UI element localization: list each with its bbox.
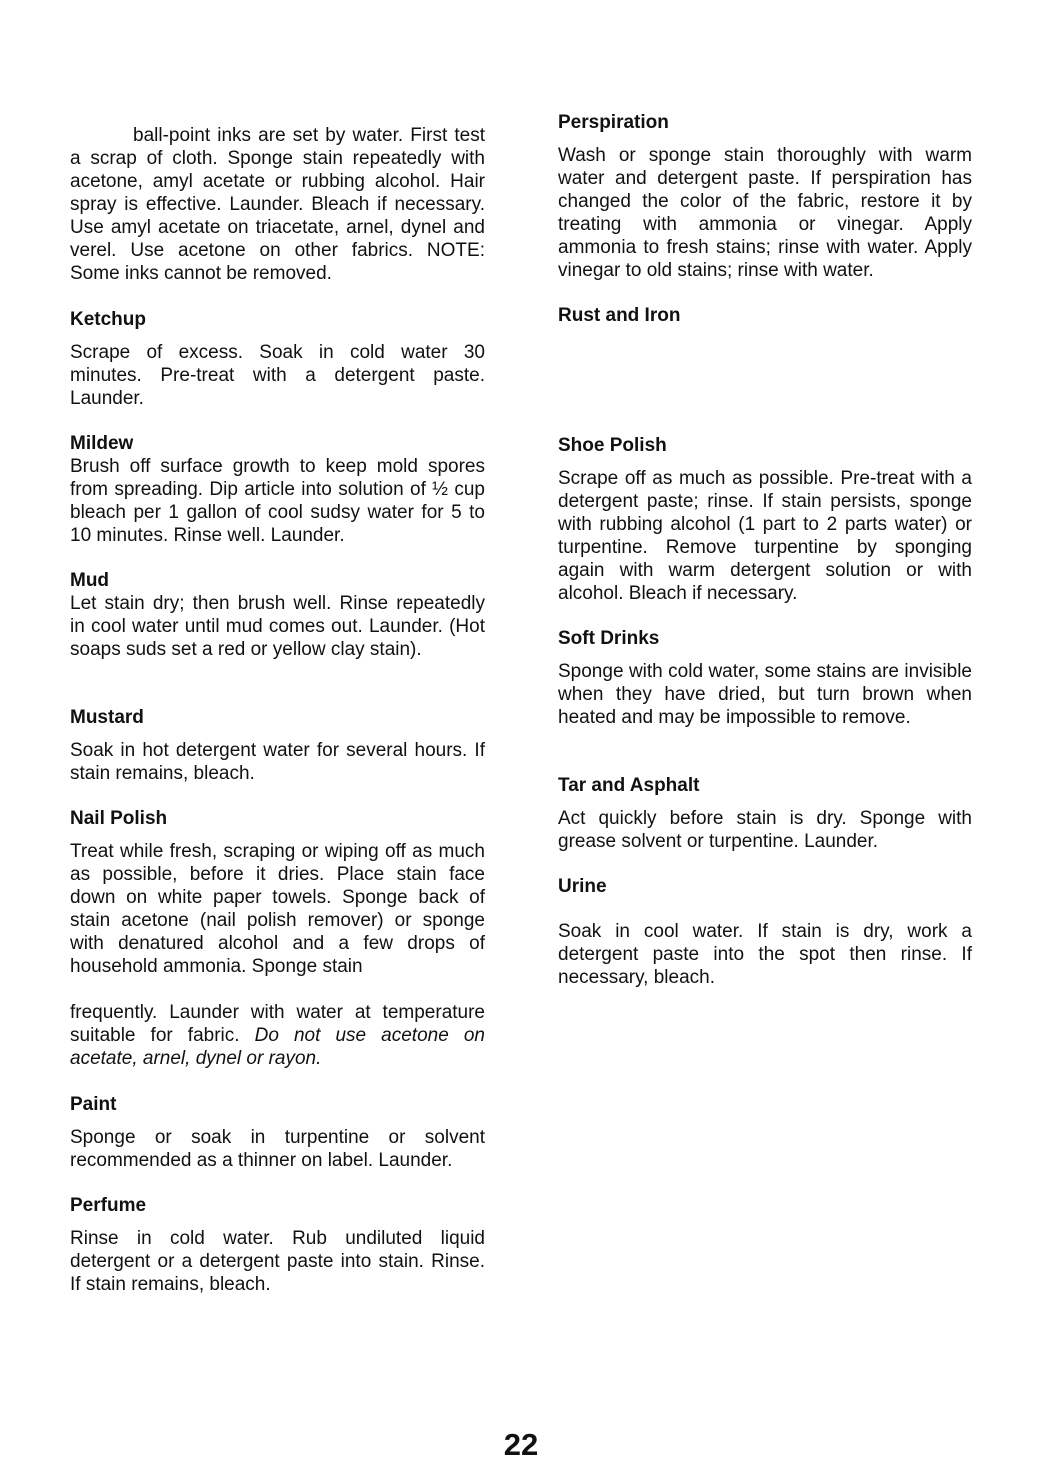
soft-drinks-text: Sponge with cold water, some stains are invisible when they have dried, but turn brown when heated and may be impossible to remove. (558, 661, 972, 728)
soft-drinks-heading: Soft Drinks (558, 628, 660, 649)
nail-polish-warning: Do not use acetone on acetate, arnel, dynel or rayon. (70, 1025, 485, 1069)
page-number: 22 (503, 1427, 539, 1462)
tar-asphalt-text: Act quickly before stain is dry. Sponge with grease solvent or turpentine. Launder. (558, 808, 972, 852)
mildew-heading: Mildew (70, 433, 134, 454)
mud-text: Let stain dry; then brush well. Rinse repeatedly in cool water until mud comes out. Launder. (Hot soaps suds set a red or yellow clay stain). (70, 593, 485, 660)
ketchup-heading: Ketchup (70, 309, 146, 330)
rust-iron-heading: Rust and Iron (558, 305, 681, 326)
shoe-polish-heading: Shoe Polish (558, 435, 667, 456)
mud-heading: Mud (70, 570, 110, 591)
urine-heading: Urine (558, 876, 607, 897)
ketchup-text: Scrape of excess. Soak in cold water 30 minutes. Pre-treat with a detergent paste. Launder. (70, 342, 485, 409)
mildew-text: Brush off surface growth to keep mold spores from spreading. Dip article into solution of ½ cup bleach per 1 gallon of cool sudsy water for 5 to 10 minutes. Rinse well. Launder. (70, 456, 485, 546)
perfume-text: Rinse in cold water. Rub undiluted liquid detergent or a detergent paste into stain. Rinse. If stain remains, bleach. (70, 1228, 485, 1295)
tar-asphalt-heading: Tar and Asphalt (558, 775, 700, 796)
mustard-text: Soak in hot detergent water for several hours. If stain remains, bleach. (70, 740, 485, 784)
nail-polish-heading: Nail Polish (70, 808, 168, 829)
mustard-heading: Mustard (70, 707, 144, 728)
nail-polish-text-continued-regular: frequently. Launder with water at temperature suitable for fabric. (70, 1002, 485, 1046)
nail-polish-text: Treat while fresh, scraping or wiping off as much as possible, before it dries. Place stain face down on white paper towels. Sponge back of stain acetone (nail polish remover) or sponge with denatured alcohol and a few drops of household ammonia. Sponge stain (70, 841, 485, 977)
perspiration-heading: Perspiration (558, 112, 669, 133)
nail-polish-text-continued (70, 1001, 485, 1070)
perfume-heading: Perfume (70, 1195, 147, 1216)
paint-heading: Paint (70, 1094, 117, 1115)
paint-text: Sponge or soak in turpentine or solvent recommended as a thinner on label. Launder. (70, 1127, 485, 1171)
ink-continued-text: ball-point inks are set by water. First test a scrap of cloth. Sponge stain repeatedly with acetone, amyl acetate or rubbing alcohol. Hair spray is effective. Launder. Bleach if necessary. Use amyl acetate on triacetate, arnel, dynel and verel. Use acetone on other fabrics. NOTE: Some inks cannot be removed. (70, 125, 485, 284)
shoe-polish-text: Scrape off as much as possible. Pre-treat with a detergent paste; rinse. If stain persists, sponge with rubbing alcohol (1 part to 2 parts water) or turpentine. Remove turpentine by sponging again with warm detergent solution or with alcohol. Bleach if necessary. (558, 468, 972, 604)
perspiration-text: Wash or sponge stain thoroughly with warm water and detergent paste. If perspiration has changed the color of the fabric, restore it by treating with ammonia or vinegar. Apply ammonia to fresh stains; rinse with water. Apply vinegar to old stains; rinse with water. (558, 145, 972, 281)
urine-text: Soak in cool water. If stain is dry, work a detergent paste into the spot then rinse. If necessary, bleach. (558, 921, 972, 988)
